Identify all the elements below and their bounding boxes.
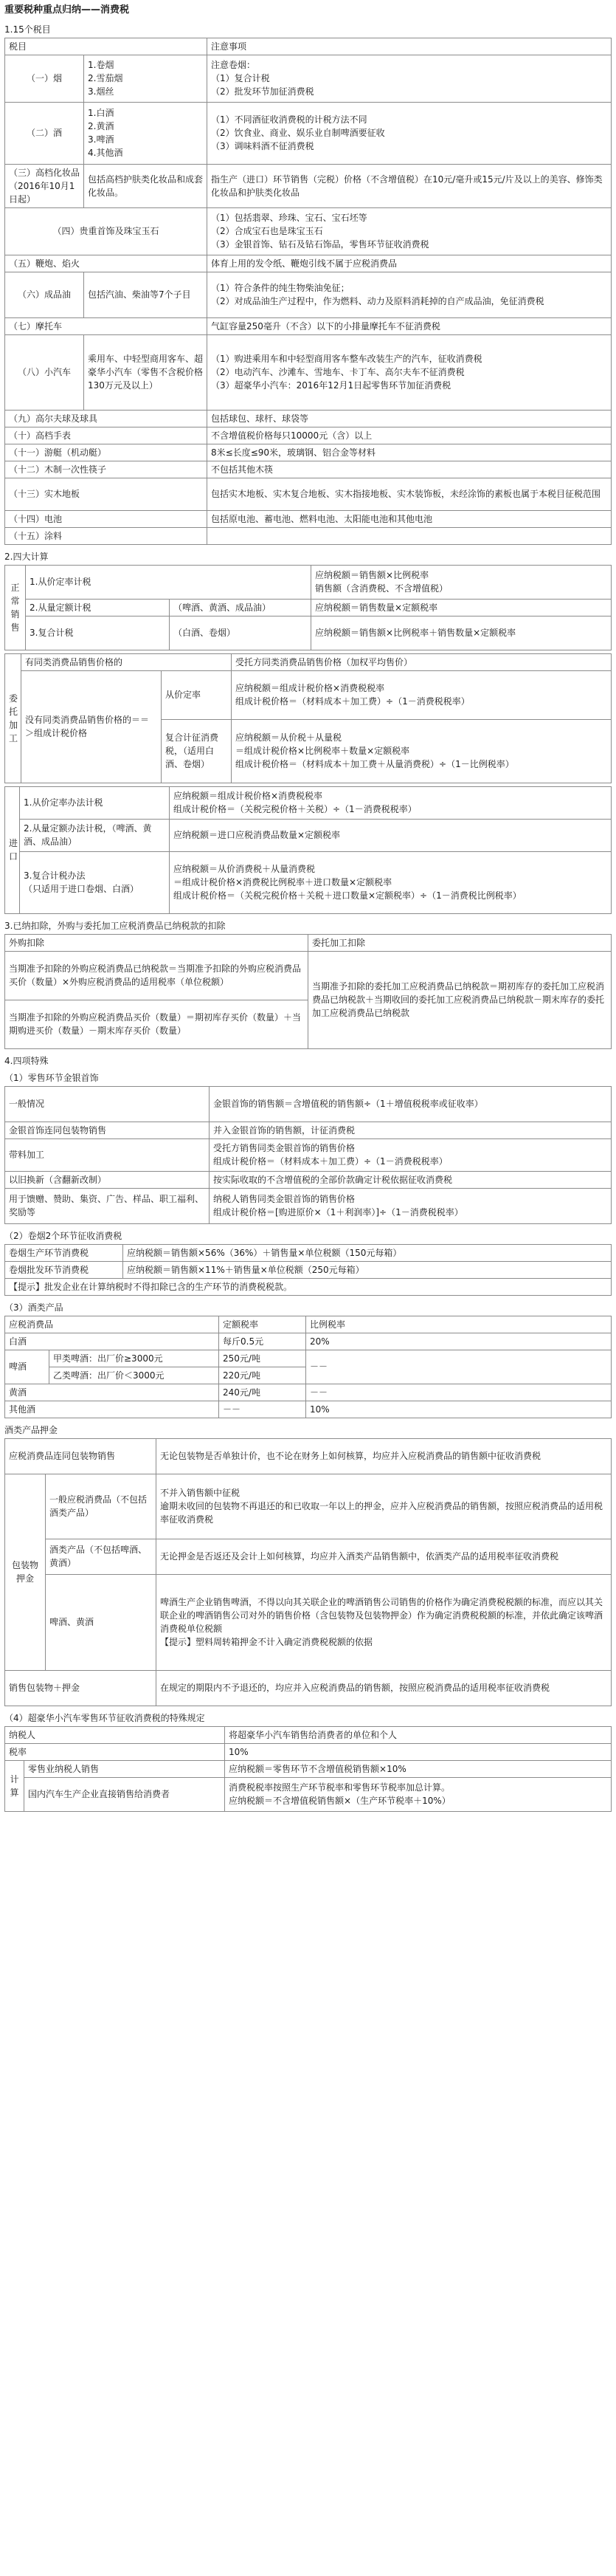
stage-formula: 应纳税额＝销售额×56%（36%）＋销售量×单位税额（150元每箱） — [123, 1244, 612, 1261]
table-row — [5, 527, 612, 544]
deposit-case: 酒类产品（不包括啤酒、黄酒） — [46, 1539, 156, 1574]
table-row — [5, 1171, 612, 1188]
table-row — [5, 55, 612, 102]
formula-line: 应纳税额＝组成计税价格×消费税税率 — [173, 791, 323, 801]
rule-text: 消费税税率按照生产环节税率和零售环节税率加总计算。 应纳税额＝不含增值税销售额×（生产环节税率＋10%） — [225, 1777, 612, 1811]
deposit-text: 无论包装物是否单独计价，也不论在财务上如何核算，均应并入应税消费品的销售额中征收消费税 — [156, 1438, 612, 1474]
table-row — [5, 1188, 612, 1223]
table-row — [5, 510, 612, 527]
rule-text: 10% — [225, 1743, 612, 1760]
stage-name: 卷烟批发环节消费税 — [5, 1261, 123, 1278]
table-row — [5, 478, 612, 510]
header-tax-item: 税目 — [5, 38, 207, 55]
entrust-label: 委托加工 — [5, 653, 21, 783]
rule-name: 税率 — [5, 1743, 225, 1760]
product-name: 其他酒 — [5, 1401, 219, 1418]
deposit-table — [4, 1438, 612, 1706]
formula-line: 组成计税价格＝（关税完税价格＋关税）÷（1－消费税税率） — [173, 804, 417, 814]
table-row — [5, 317, 612, 334]
ratio-rate: 20% — [306, 1333, 612, 1350]
table-row — [5, 653, 612, 670]
section-2-title: 2.四大计算 — [4, 551, 49, 562]
item-sub: 包括汽油、柴油等7个子目 — [84, 272, 207, 317]
item-note: 包括球包、球杆、球袋等 — [207, 410, 612, 427]
method-name: 3.复合计税 — [26, 616, 170, 650]
case-text: 按实际收取的不含增值税的全部价款确定计税依据征收消费税 — [210, 1171, 612, 1188]
item-name: （十三）实木地板 — [5, 478, 207, 510]
method-name: 1.从价定率计税 — [26, 565, 311, 599]
cigarette-table — [4, 1244, 612, 1296]
tip-text: 【提示】塑料周转箱押金不计入确定消费税税额的依据 — [160, 1637, 373, 1647]
item-note: 气缸容量250毫升（不含）以下的小排量摩托车不征消费税 — [207, 317, 612, 334]
method-formula: 应纳税额＝进口应税消费品数量×定额税率 — [170, 819, 612, 851]
part-2-title: （2）卷烟2个环节征收消费税 — [4, 1230, 122, 1241]
item-name: （九）高尔夫球及球具 — [5, 410, 207, 427]
calc-table-entrust — [4, 653, 612, 783]
formula-line: ＝组成计税价格×消费税比例税率＋进口数量×定额税率 — [173, 877, 392, 887]
item-name: （十二）木制一次性筷子 — [5, 461, 207, 478]
header-entrust: 委托加工扣除 — [308, 934, 612, 951]
table-row — [5, 670, 612, 719]
table-row — [5, 207, 612, 255]
item-note: （1）符合条件的纯生物柴油免征； （2）对成品油生产过程中，作为燃料、动力及原料消耗掉的自产成品油，免征消费税 — [207, 272, 612, 317]
beer-class: 乙类啤酒：出厂价＜3000元 — [49, 1367, 219, 1384]
item-note: （1）购进乘用车和中轻型商用客车整车改装生产的汽车，征收消费税 （2）电动汽车、沙滩车、雪地车、卡丁车、高尔夫车不征消费税 （3）超豪华小汽车：2016年12月1日起零售环节加征消费税 — [207, 334, 612, 410]
document-title: 重要税种重点归纳——消费税 — [4, 4, 130, 16]
table-row — [5, 255, 612, 272]
jewelry-table — [4, 1086, 612, 1224]
header-ratio-rate: 比例税率 — [306, 1316, 612, 1333]
item-note: 注意卷烟： （1）复合计税 （2）批发环节加征消费税 — [207, 55, 612, 102]
item-sub: 包括高档护肤类化妆品和成套化妆品。 — [84, 164, 207, 207]
table-row — [5, 1384, 612, 1401]
table-row — [5, 1743, 612, 1760]
header-fixed-rate: 定额税率 — [219, 1316, 306, 1333]
formula-line: 应纳税额＝从价消费税＋从量消费税 — [173, 864, 316, 874]
table-row — [5, 1474, 612, 1539]
table-row — [5, 1333, 612, 1350]
import-r1-formulas — [170, 786, 612, 819]
tip-text: 【提示】批发企业在计算纳税时不得扣除已含的生产环节的消费税税款。 — [5, 1278, 612, 1295]
item-note — [207, 527, 612, 544]
table-row — [5, 444, 612, 461]
import-r3-formulas — [170, 851, 612, 913]
item-note: 包括原电池、蓄电池、燃料电池、太阳能电池和其他电池 — [207, 510, 612, 527]
calc-table-import — [4, 786, 612, 914]
table-row — [5, 1278, 612, 1295]
table-row — [5, 565, 612, 599]
item-name: （十）高档手表 — [5, 427, 207, 444]
item-name: （五）鞭炮、焰火 — [5, 255, 207, 272]
rule-name: 纳税人 — [5, 1726, 225, 1743]
fixed-rate: －－ — [219, 1401, 306, 1418]
case-name: 以旧换新（含翻新改制） — [5, 1171, 210, 1188]
table-row — [5, 1539, 612, 1574]
item-note: 不包括其他木筷 — [207, 461, 612, 478]
fixed-rate: 250元/吨 — [219, 1350, 306, 1367]
buy-formula-2: 当期准予扣除的外购应税消费品买价（数量）＝期初库存买价（数量）＋当期购进买价（数量）－期末库存买价（数量） — [5, 1000, 308, 1048]
item-note: 8米≤长度≤90米，玻璃钢、铝合金等材料 — [207, 444, 612, 461]
case-text: 纳税人销售同类金银首饰的销售价格 组成计税价格＝[购进原价×（1＋利润率）]÷（1－消费税税率） — [210, 1188, 612, 1223]
table-row — [5, 1777, 612, 1811]
item-note: （1）不同酒征收消费税的计税方法不同 （2）饮食业、商业、娱乐业自制啤酒要征收 （3）调味料酒不征消费税 — [207, 102, 612, 164]
rule-name: 零售业纳税人销售 — [24, 1760, 225, 1777]
luxury-car-table — [4, 1726, 612, 1812]
entrust-adv-label: 从价定率 — [162, 670, 232, 719]
deposit-case: 一般应税消费品（不包括酒类产品） — [46, 1474, 156, 1539]
formula-line: 组成计税价格＝（材料成本＋加工费）÷（1－消费税税率） — [235, 696, 470, 707]
deposit-case: 啤酒、黄酒 — [46, 1574, 156, 1670]
section-3-title: 3.已纳扣除，外购与委托加工应税消费品已纳税款的扣除 — [4, 920, 226, 931]
method-formula: 应纳税额＝销售额×比例税率＋销售数量×定额税率 — [311, 616, 612, 650]
case-text: 金银首饰的销售额＝含增值税的销售额÷（1＋增值税税率或征收率） — [210, 1086, 612, 1122]
deposit-case: 销售包装物＋押金 — [5, 1670, 156, 1706]
rule-name: 国内汽车生产企业直接销售给消费者 — [24, 1777, 225, 1811]
stage-formula: 应纳税额＝销售额×11%＋销售量×单位税额（250元每箱） — [123, 1261, 612, 1278]
item-name: （二）酒 — [5, 102, 84, 164]
beer-class: 甲类啤酒：出厂价≥3000元 — [49, 1350, 219, 1367]
table-header-row — [5, 1316, 612, 1333]
ratio-rate: －－ — [306, 1384, 612, 1401]
calc-label: 计算 — [5, 1760, 24, 1811]
import-label: 进口 — [5, 786, 20, 913]
header-notes: 注意事项 — [207, 38, 612, 55]
table-row — [5, 272, 612, 317]
method-items: （白酒、卷烟） — [170, 616, 311, 650]
item-note: 包括实木地板、实木复合地板、实木指接地板、实木装饰板，未经涂饰的素板也属于本税目征税范围 — [207, 478, 612, 510]
product-name: 啤酒 — [5, 1350, 49, 1384]
table-row — [5, 1401, 612, 1418]
table-row — [5, 1670, 612, 1706]
item-name: （八）小汽车 — [5, 334, 84, 410]
table-row — [5, 851, 612, 913]
table-row — [5, 410, 612, 427]
method-items: （啤酒、黄酒、成品油） — [170, 599, 311, 616]
fixed-rate: 240元/吨 — [219, 1384, 306, 1401]
ratio-rate: －－ — [306, 1350, 612, 1384]
table-row — [5, 1760, 612, 1777]
header-buy: 外购扣除 — [5, 934, 308, 951]
deposit-text: 在规定的期限内不予退还的，均应并入应税消费品的销售额，按照应税消费品的适用税率征收消费税 — [156, 1670, 612, 1706]
liquor-table — [4, 1316, 612, 1418]
method-name: 2.从量定额计税 — [26, 599, 170, 616]
table-row — [5, 102, 612, 164]
stage-name: 卷烟生产环节消费税 — [5, 1244, 123, 1261]
rule-text: 将超豪华小汽车销售给消费者的单位和个人 — [225, 1726, 612, 1743]
table-row — [5, 599, 612, 616]
case-name: 带料加工 — [5, 1138, 210, 1171]
deposit-case: 应税消费品连同包装物销售 — [5, 1438, 156, 1474]
table-row — [5, 1261, 612, 1278]
buy-formula-1: 当期准予扣除的外购应税消费品已纳税款＝当期准予扣除的外购应税消费品买价（数量）×外购应税消费品的适用税率（单位税额） — [5, 951, 308, 1000]
formula-line: 应纳税额＝组成计税价格×消费税税率 — [235, 683, 385, 693]
entrust-no-price: 没有同类消费品销售价格的＝＝＞组成计税价格 — [21, 670, 162, 783]
item-sub: 乘用车、中轻型商用客车、超豪华小汽车（零售不含税价格130万元及以上） — [84, 334, 207, 410]
table-row — [5, 616, 612, 650]
table-row — [5, 1574, 612, 1670]
table-header-row — [5, 934, 612, 951]
item-name: （十五）涂料 — [5, 527, 207, 544]
item-name: （六）成品油 — [5, 272, 84, 317]
tax-items-table — [4, 38, 612, 545]
table-row — [5, 461, 612, 478]
case-text: 受托方销售同类金银首饰的销售价格 组成计税价格＝（材料成本＋加工费）÷（1－消费税税率） — [210, 1138, 612, 1171]
method-name: 1.从价定率办法计税 — [20, 786, 170, 819]
table-row — [5, 786, 612, 819]
item-note: 不含增值税价格每只10000元（含）以上 — [207, 427, 612, 444]
table-row — [5, 164, 612, 207]
item-name: （三）高档化妆品（2016年10月1日起） — [5, 164, 84, 207]
formula-line: 组成计税价格＝（关税完税价格＋关税＋进口数量×定额税率）÷（1－消费税比例税率） — [173, 890, 522, 901]
item-name: （七）摩托车 — [5, 317, 207, 334]
part-5-title: （4）超豪华小汽车零售环节征收消费税的特殊规定 — [4, 1712, 205, 1723]
table-row — [5, 1086, 612, 1122]
table-row — [5, 1244, 612, 1261]
formula-line: ＝组成计税价格×比例税率＋数量×定额税率 — [235, 746, 410, 756]
section-4-title: 4.四项特殊 — [4, 1055, 49, 1066]
method-name: 2.从量定额办法计税，（啤酒、黄酒、成品油） — [20, 819, 170, 851]
table-row — [5, 819, 612, 851]
table-row — [5, 427, 612, 444]
item-name: （四）贵重首饰及珠宝玉石 — [5, 207, 207, 255]
item-sub: 1.卷烟 2.雪茄烟 3.烟丝 — [84, 55, 207, 102]
deposit-text: 不并入销售额中征税 逾期未收回的包装物不再退还的和已收取一年以上的押金，应并入应税消费品的销售额，按照应税消费品的适用税率征收消费税 — [156, 1474, 612, 1539]
case-text: 并入金银首饰的销售额，计征消费税 — [210, 1122, 612, 1138]
part-3-title: （3）酒类产品 — [4, 1302, 63, 1313]
formula-line: 组成计税价格＝（材料成本＋加工费＋从量消费税）÷（1－比例税率） — [235, 759, 514, 769]
package-deposit-label: 包装物押金 — [5, 1474, 46, 1670]
method-formula: 应纳税额＝销售数量×定额税率 — [311, 599, 612, 616]
formula-line: 应纳税额＝从价税＋从量税 — [235, 732, 342, 743]
item-name: （十一）游艇（机动艇） — [5, 444, 207, 461]
part-4-title: 酒类产品押金 — [4, 1424, 58, 1435]
deduction-table — [4, 934, 612, 1049]
entrust-has-price: 有同类消费品销售价格的 — [21, 653, 232, 670]
table-row — [5, 1350, 612, 1367]
entrust-has-price-formula: 受托方同类消费品销售价格（加权平均售价） — [232, 653, 612, 670]
rule-text: 应纳税额＝零售环节不含增值税销售额×10% — [225, 1760, 612, 1777]
deposit-text: 啤酒生产企业销售啤酒，不得以向其关联企业的啤酒销售公司销售的价格作为确定消费税税额的标准，而应以其关联企业的啤酒销售公司对外的销售价格（含包装物及包装物押金）作为确定消费税税额的标准，并依此确定该啤酒消费税单位税额 — [160, 1597, 603, 1634]
fixed-rate: 每斤0.5元 — [219, 1333, 306, 1350]
table-header-row — [5, 38, 612, 55]
table-row — [5, 334, 612, 410]
table-row — [5, 1438, 612, 1474]
item-name: （一）烟 — [5, 55, 84, 102]
entrust-comp-label: 复合计征消费税，（适用白酒、卷烟） — [162, 719, 232, 783]
fixed-rate: 220元/吨 — [219, 1367, 306, 1384]
calc-table-normal — [4, 565, 612, 650]
item-note: 体育上用的发令纸、鞭炮引线不属于应税消费品 — [207, 255, 612, 272]
deposit-beer-cell — [156, 1574, 612, 1670]
part-1-title: （1）零售环节金银首饰 — [4, 1072, 99, 1083]
table-row — [5, 1726, 612, 1743]
table-row — [5, 1138, 612, 1171]
table-row — [5, 951, 612, 1000]
method-formula: 应纳税额＝销售额×比例税率 销售额（含消费税、不含增值税） — [311, 565, 612, 599]
item-name: （十四）电池 — [5, 510, 207, 527]
item-note: （1）包括翡翠、珍珠、宝石、宝石坯等 （2）合成宝石也是珠宝玉石 （3）金银首饰、钻石及钻石饰品，零售环节征收消费税 — [207, 207, 612, 255]
entrust-adv-formulas — [232, 670, 612, 719]
table-row — [5, 1122, 612, 1138]
section-1-title: 1.15个税目 — [4, 24, 51, 35]
method-name: 3.复合计税办法 （只适用于进口卷烟、白酒） — [20, 851, 170, 913]
entrust-formula: 当期准予扣除的委托加工应税消费品已纳税款＝期初库存的委托加工应税消费品已纳税款＋当期收回的委托加工应税消费品已纳税款－期末库存的委托加工应税消费品已纳税款 — [308, 951, 612, 1048]
item-note: 指生产（进口）环节销售（完税）价格（不含增值税）在10元/毫升或15元/片及以上的美容、修饰类化妆品和护肤类化妆品 — [207, 164, 612, 207]
deposit-text: 无论押金是否返还及会计上如何核算，均应并入酒类产品销售额中，依酒类产品的适用税率征收消费税 — [156, 1539, 612, 1574]
ratio-rate: 10% — [306, 1401, 612, 1418]
case-name: 金银首饰连同包装物销售 — [5, 1122, 210, 1138]
item-sub: 1.白酒 2.黄酒 3.啤酒 4.其他酒 — [84, 102, 207, 164]
product-name: 白酒 — [5, 1333, 219, 1350]
entrust-comp-formulas — [232, 719, 612, 783]
normal-sale-label: 正常销售 — [5, 565, 26, 650]
product-name: 黄酒 — [5, 1384, 219, 1401]
case-name: 用于馈赠、赞助、集资、广告、样品、职工福利、奖励等 — [5, 1188, 210, 1223]
header-product: 应税消费品 — [5, 1316, 219, 1333]
case-name: 一般情况 — [5, 1086, 210, 1122]
